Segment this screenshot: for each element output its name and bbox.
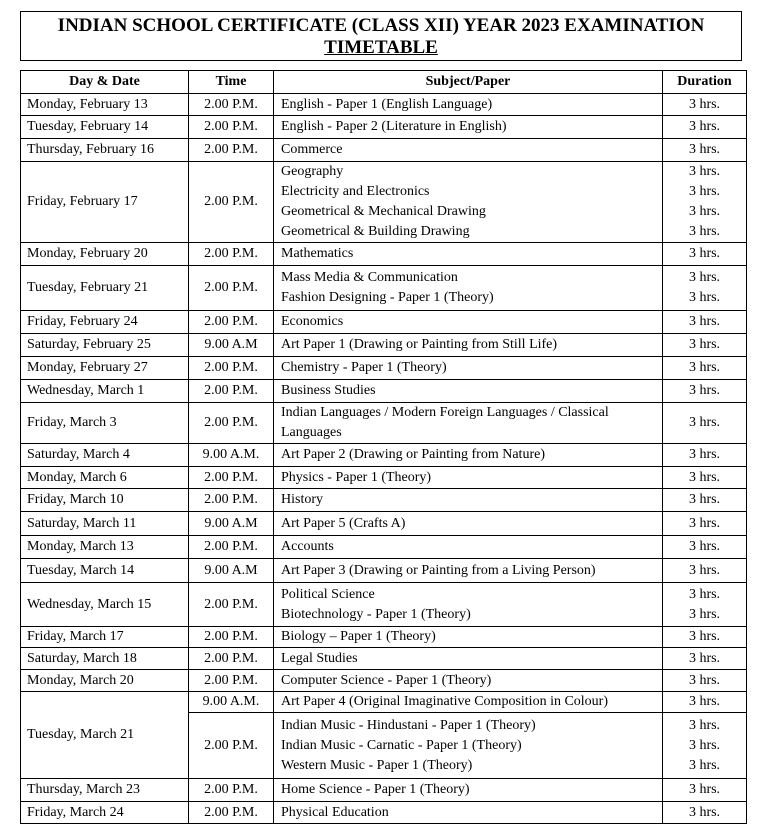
time-cell: 2.00 P.M. xyxy=(189,670,274,692)
subject-paper: Chemistry - Paper 1 (Theory) xyxy=(281,360,447,375)
time-cell: 2.00 P.M. xyxy=(189,648,274,670)
table-row xyxy=(21,670,747,692)
duration-value: 3 hrs. xyxy=(688,447,721,462)
day-date-cell: Tuesday, February 21 xyxy=(21,266,189,311)
day-date-cell: Saturday, March 4 xyxy=(21,444,189,467)
table-row xyxy=(21,380,747,403)
subject-cell xyxy=(274,139,663,162)
duration-value: 3 hrs. xyxy=(688,562,721,578)
time-cell: 2.00 P.M. xyxy=(189,467,274,489)
table-row xyxy=(21,559,747,583)
duration-value: 3 hrs. xyxy=(688,119,721,134)
subject-paper: Indian Languages / Modern Foreign Languages / Classical Languages xyxy=(281,405,609,440)
table-row xyxy=(21,162,747,243)
subject-cell xyxy=(274,334,663,357)
subject-paper: Computer Science - Paper 1 (Theory) xyxy=(281,672,492,688)
subject-paper: Legal Studies xyxy=(281,650,358,666)
time-cell: 2.00 P.M. xyxy=(189,243,274,266)
duration-value: 3 hrs. xyxy=(688,337,721,352)
duration-value: 3 hrs. xyxy=(688,492,721,507)
duration-cell xyxy=(663,583,747,627)
subject-paper: Indian Music - Hindustani - Paper 1 (Theory) xyxy=(281,717,536,733)
subject-paper: Business Studies xyxy=(281,383,376,398)
time-cell: 2.00 P.M. xyxy=(189,116,274,139)
time-cell: 2.00 P.M. xyxy=(189,583,274,627)
time-cell: 9.00 A.M xyxy=(189,512,274,536)
day-date-cell: Monday, March 13 xyxy=(21,536,189,559)
subject-paper: Art Paper 1 (Drawing or Painting from Still Life) xyxy=(281,337,558,352)
subject-cell xyxy=(274,802,663,824)
day-date-cell: Monday, February 27 xyxy=(21,357,189,380)
title-box xyxy=(20,11,742,61)
subject-paper: Fashion Designing - Paper 1 (Theory) xyxy=(281,290,494,305)
duration-value: 3 hrs. xyxy=(688,224,721,239)
subject-paper: Commerce xyxy=(281,142,343,157)
duration-value: 3 hrs. xyxy=(688,804,721,820)
table-row xyxy=(21,648,747,670)
duration-cell xyxy=(663,713,747,779)
duration-value: 3 hrs. xyxy=(688,142,721,157)
duration-value: 3 hrs. xyxy=(688,164,721,179)
duration-cell xyxy=(663,692,747,713)
subject-paper: Geometrical & Building Drawing xyxy=(281,224,470,239)
subject-paper: Political Science xyxy=(281,586,375,602)
subject-paper: Accounts xyxy=(281,539,334,554)
subject-paper: Art Paper 3 (Drawing or Painting from a Living Person) xyxy=(281,562,596,578)
subject-cell xyxy=(274,403,663,444)
table-row xyxy=(21,779,747,802)
table-row xyxy=(21,94,747,116)
subject-paper: Mathematics xyxy=(281,246,354,261)
subject-paper: Geometrical & Mechanical Drawing xyxy=(281,204,486,219)
day-date-cell: Friday, March 17 xyxy=(21,627,189,648)
subject-cell xyxy=(274,648,663,670)
table-row xyxy=(21,627,747,648)
duration-value: 3 hrs. xyxy=(688,270,721,285)
duration-cell xyxy=(663,648,747,670)
duration-value: 3 hrs. xyxy=(688,586,721,602)
table-row xyxy=(21,583,747,627)
time-cell: 2.00 P.M. xyxy=(189,357,274,380)
duration-value: 3 hrs. xyxy=(688,782,721,797)
time-cell: 9.00 A.M xyxy=(189,334,274,357)
subject-cell xyxy=(274,779,663,802)
time-cell: 2.00 P.M. xyxy=(189,380,274,403)
duration-value: 3 hrs. xyxy=(688,314,721,329)
table-row xyxy=(21,243,747,266)
subject-cell xyxy=(274,583,663,627)
duration-cell xyxy=(663,380,747,403)
duration-cell xyxy=(663,116,747,139)
duration-value: 3 hrs. xyxy=(688,737,721,753)
table-row xyxy=(21,334,747,357)
time-cell: 2.00 P.M. xyxy=(189,403,274,444)
subject-cell xyxy=(274,670,663,692)
table-row xyxy=(21,357,747,380)
subject-cell xyxy=(274,94,663,116)
table-row xyxy=(21,311,747,334)
day-date-cell: Thursday, March 23 xyxy=(21,779,189,802)
document-title: INDIAN SCHOOL CERTIFICATE (CLASS XII) YEAR 2023 EXAMINATION xyxy=(57,15,705,36)
day-date-cell: Tuesday, March 14 xyxy=(21,559,189,583)
duration-value: 3 hrs. xyxy=(688,360,721,375)
duration-cell xyxy=(663,311,747,334)
day-date-cell: Monday, March 6 xyxy=(21,467,189,489)
time-cell: 2.00 P.M. xyxy=(189,162,274,243)
table-row xyxy=(21,489,747,512)
duration-value: 3 hrs. xyxy=(688,415,721,430)
table-row xyxy=(21,536,747,559)
day-date-cell: Wednesday, March 15 xyxy=(21,583,189,627)
duration-value: 3 hrs. xyxy=(688,629,721,644)
duration-value: 3 hrs. xyxy=(688,515,721,531)
duration-value: 3 hrs. xyxy=(688,606,721,622)
subject-cell xyxy=(274,444,663,467)
subject-cell xyxy=(274,559,663,583)
column-header-time: Time xyxy=(189,71,274,94)
day-date-cell: Monday, March 20 xyxy=(21,670,189,692)
subject-paper: Mass Media & Communication xyxy=(281,270,458,285)
subject-cell xyxy=(274,536,663,559)
table-row xyxy=(21,802,747,824)
duration-cell xyxy=(663,162,747,243)
duration-cell xyxy=(663,512,747,536)
subject-paper: Electricity and Electronics xyxy=(281,184,430,199)
day-date-cell: Friday, February 24 xyxy=(21,311,189,334)
duration-value: 3 hrs. xyxy=(688,383,721,398)
duration-cell xyxy=(663,627,747,648)
table-row xyxy=(21,266,747,311)
day-date-cell: Saturday, March 18 xyxy=(21,648,189,670)
subject-cell xyxy=(274,162,663,243)
duration-value: 3 hrs. xyxy=(688,717,721,733)
day-date-cell: Saturday, February 25 xyxy=(21,334,189,357)
subject-cell xyxy=(274,357,663,380)
subject-paper: English - Paper 2 (Literature in English) xyxy=(281,119,507,134)
duration-cell xyxy=(663,334,747,357)
duration-cell xyxy=(663,403,747,444)
table-row xyxy=(21,512,747,536)
subject-cell xyxy=(274,627,663,648)
time-cell: 2.00 P.M. xyxy=(189,802,274,824)
time-cell: 2.00 P.M. xyxy=(189,94,274,116)
table-row xyxy=(21,139,747,162)
subject-cell xyxy=(274,692,663,713)
subject-paper: Geography xyxy=(281,164,344,179)
column-header-duration: Duration xyxy=(663,71,747,94)
day-date-cell: Friday, March 10 xyxy=(21,489,189,512)
duration-value: 3 hrs. xyxy=(688,290,721,305)
table-row xyxy=(21,116,747,139)
duration-value: 3 hrs. xyxy=(688,204,721,219)
subject-cell xyxy=(274,713,663,779)
day-date-cell: Friday, March 3 xyxy=(21,403,189,444)
duration-cell xyxy=(663,559,747,583)
duration-value: 3 hrs. xyxy=(688,757,721,773)
day-date-cell: Tuesday, February 14 xyxy=(21,116,189,139)
table-row xyxy=(21,403,747,444)
duration-cell xyxy=(663,444,747,467)
duration-cell xyxy=(663,243,747,266)
duration-cell xyxy=(663,357,747,380)
subject-paper: Art Paper 4 (Original Imaginative Composition in Colour) xyxy=(281,694,609,709)
time-cell: 9.00 A.M xyxy=(189,559,274,583)
subject-paper: Indian Music - Carnatic - Paper 1 (Theory) xyxy=(281,737,522,753)
subject-paper: English - Paper 1 (English Language) xyxy=(281,96,493,112)
time-cell: 9.00 A.M. xyxy=(189,444,274,467)
duration-cell xyxy=(663,266,747,311)
day-date-cell: Friday, February 17 xyxy=(21,162,189,243)
table-row xyxy=(21,692,747,713)
subject-paper: Art Paper 2 (Drawing or Painting from Nature) xyxy=(281,447,545,462)
day-date-cell: Friday, March 24 xyxy=(21,802,189,824)
day-date-cell: Saturday, March 11 xyxy=(21,512,189,536)
subject-cell xyxy=(274,489,663,512)
duration-value: 3 hrs. xyxy=(688,246,721,261)
duration-cell xyxy=(663,489,747,512)
duration-cell xyxy=(663,139,747,162)
time-cell: 2.00 P.M. xyxy=(189,713,274,779)
document-subtitle: TIMETABLE xyxy=(324,37,438,58)
subject-paper: History xyxy=(281,492,323,507)
table-row xyxy=(21,467,747,489)
timetable xyxy=(20,70,747,824)
duration-value: 3 hrs. xyxy=(688,650,721,666)
subject-cell xyxy=(274,243,663,266)
duration-value: 3 hrs. xyxy=(688,539,721,554)
day-date-cell: Thursday, February 16 xyxy=(21,139,189,162)
day-date-cell: Wednesday, March 1 xyxy=(21,380,189,403)
time-cell: 9.00 A.M. xyxy=(189,692,274,713)
duration-value: 3 hrs. xyxy=(688,96,721,112)
subject-paper: Home Science - Paper 1 (Theory) xyxy=(281,782,470,797)
duration-cell xyxy=(663,779,747,802)
duration-cell xyxy=(663,467,747,489)
subject-cell xyxy=(274,467,663,489)
time-cell: 2.00 P.M. xyxy=(189,311,274,334)
subject-paper: Biology – Paper 1 (Theory) xyxy=(281,629,436,644)
time-cell: 2.00 P.M. xyxy=(189,779,274,802)
duration-value: 3 hrs. xyxy=(688,694,721,709)
subject-cell xyxy=(274,311,663,334)
subject-cell xyxy=(274,116,663,139)
time-cell: 2.00 P.M. xyxy=(189,536,274,559)
day-date-cell: Tuesday, March 21 xyxy=(21,692,189,779)
subject-cell xyxy=(274,512,663,536)
subject-paper: Physical Education xyxy=(281,804,389,820)
column-header-day: Day & Date xyxy=(21,71,189,94)
subject-paper: Western Music - Paper 1 (Theory) xyxy=(281,757,473,773)
time-cell: 2.00 P.M. xyxy=(189,266,274,311)
subject-cell xyxy=(274,266,663,311)
timetable-body xyxy=(21,94,747,824)
subject-paper: Physics - Paper 1 (Theory) xyxy=(281,469,432,485)
duration-cell xyxy=(663,670,747,692)
day-date-cell: Monday, February 20 xyxy=(21,243,189,266)
duration-cell xyxy=(663,802,747,824)
subject-paper: Biotechnology - Paper 1 (Theory) xyxy=(281,606,471,622)
time-cell: 2.00 P.M. xyxy=(189,139,274,162)
column-header-subject: Subject/Paper xyxy=(274,71,663,94)
duration-value: 3 hrs. xyxy=(688,672,721,688)
day-date-cell: Monday, February 13 xyxy=(21,94,189,116)
header-row xyxy=(21,71,747,94)
time-cell: 2.00 P.M. xyxy=(189,489,274,512)
duration-value: 3 hrs. xyxy=(688,469,721,485)
duration-cell xyxy=(663,536,747,559)
subject-paper: Art Paper 5 (Crafts A) xyxy=(281,515,406,531)
duration-cell xyxy=(663,94,747,116)
time-cell: 2.00 P.M. xyxy=(189,627,274,648)
duration-value: 3 hrs. xyxy=(688,184,721,199)
table-row xyxy=(21,444,747,467)
subject-cell xyxy=(274,380,663,403)
subject-paper: Economics xyxy=(281,314,344,329)
